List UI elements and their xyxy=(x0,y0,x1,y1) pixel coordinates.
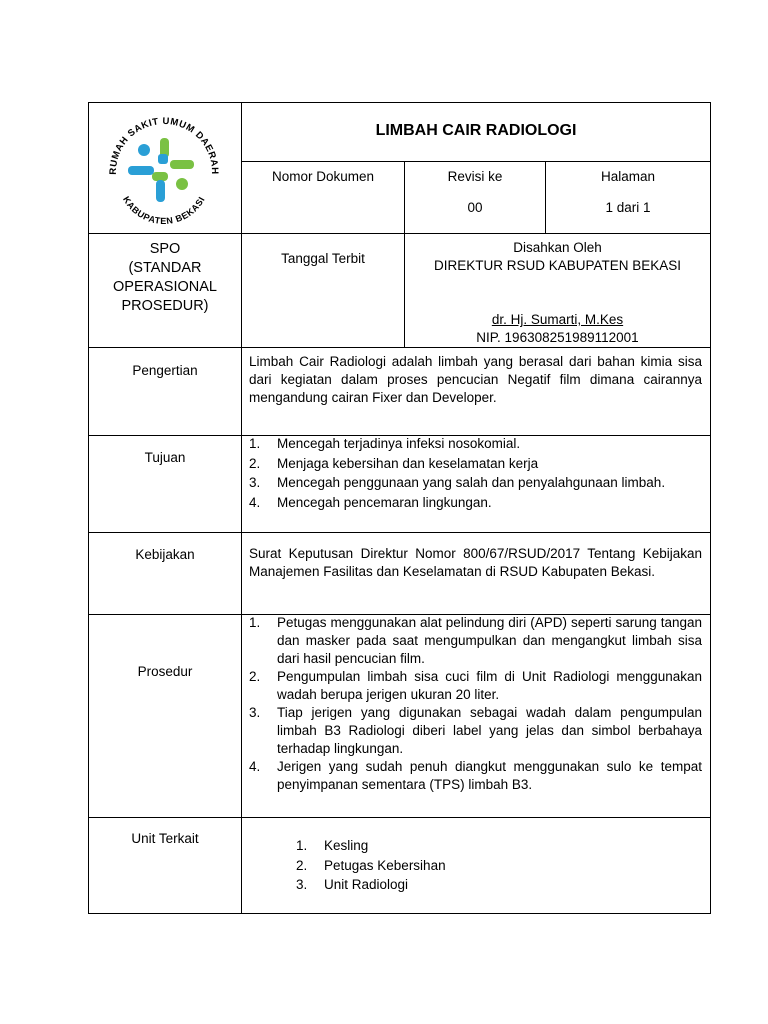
hospital-logo xyxy=(100,110,228,228)
list-item-text: Unit Radiologi xyxy=(324,877,409,892)
logo-bottom-text: KABUPATEN BEKASI xyxy=(121,194,207,227)
approval-signature xyxy=(405,311,710,347)
list-item-text: Menjaga kebersihan dan keselamatan kerja xyxy=(277,455,539,471)
approver-name: dr. Hj. Sumarti, M.Kes xyxy=(491,312,624,327)
halaman-value: 1 dari 1 xyxy=(605,200,651,215)
list-item-text: Mencegah penggunaan yang salah dan penyalahgunaan limbah. xyxy=(277,475,666,490)
list-item-number: 1. xyxy=(296,838,308,853)
list-item-text: Petugas menggunakan alat pelindung diri (APD) seperti sarung tangan dan masker pada saat mengumpulkan dan mengangkut limbah sisa dari hasil pencucian film. xyxy=(277,615,702,666)
list-item xyxy=(249,434,702,454)
halaman-label: Halaman xyxy=(600,169,656,184)
list-item-text: Mencegah pencemaran lingkungan. xyxy=(277,494,492,510)
prosedur-list xyxy=(249,614,702,794)
list-item-number: 1. xyxy=(249,436,261,451)
list-item-number: 4. xyxy=(249,494,261,510)
list-item xyxy=(296,836,596,856)
tanggal-terbit-label: Tanggal Terbit xyxy=(281,251,365,266)
list-item xyxy=(296,856,596,876)
list-item-number: 3. xyxy=(249,705,261,720)
list-item xyxy=(249,758,702,794)
spo-line-1: SPO xyxy=(149,241,181,257)
list-item xyxy=(249,668,702,704)
list-item-text: Tiap jerigen yang digunakan sebagai wadah dalam pengumpulan limbah B3 Radiologi diberi label yang jelas dan simbol berbahaya terhadap lingkungan. xyxy=(277,705,702,756)
pengertian-label: Pengertian xyxy=(132,363,198,378)
spo-label xyxy=(89,240,241,316)
approval-block xyxy=(405,239,710,275)
approval-label: Disahkan Oleh xyxy=(513,240,602,255)
prosedur-label: Prosedur xyxy=(137,664,193,679)
tujuan-list xyxy=(249,434,702,512)
list-item xyxy=(249,473,702,493)
list-item-text: Pengumpulan limbah sisa cuci film di Unit Radiologi menggunakan wadah berupa jerigen ukuran 20 liter. xyxy=(277,669,702,702)
approver-nip: NIP. 196308251989112001 xyxy=(476,330,639,345)
list-item-text: Mencegah terjadinya infeksi nosokomial. xyxy=(277,436,521,451)
unit-terkait-list xyxy=(296,836,596,895)
spo-line-4: PROSEDUR) xyxy=(121,298,209,314)
list-item-number: 1. xyxy=(249,615,261,630)
unit-terkait-label: Unit Terkait xyxy=(131,831,199,846)
document-title: LIMBAH CAIR RADIOLOGI xyxy=(375,122,577,139)
revisi-value: 00 xyxy=(467,200,483,215)
list-item-number: 2. xyxy=(249,669,261,684)
list-item-number: 3. xyxy=(249,475,261,490)
spo-line-2: (STANDAR xyxy=(128,260,202,276)
list-item-number: 3. xyxy=(296,877,308,892)
list-item xyxy=(249,454,702,474)
list-item-text: Petugas Kebersihan xyxy=(324,857,446,873)
nomor-dokumen-label: Nomor Dokumen xyxy=(271,169,375,184)
tujuan-label: Tujuan xyxy=(144,450,186,465)
list-item xyxy=(249,614,702,668)
list-item-number: 2. xyxy=(296,857,308,873)
list-item-text: Kesling xyxy=(324,838,369,853)
revisi-label: Revisi ke xyxy=(447,169,503,184)
list-item-number: 4. xyxy=(249,759,261,774)
list-item xyxy=(296,875,596,895)
list-item xyxy=(249,493,702,513)
approval-title: DIREKTUR RSUD KABUPATEN BEKASI xyxy=(433,258,682,273)
pengertian-text: Limbah Cair Radiologi adalah limbah yang berasal dari bahan kimia sisa dari kegiatan dalam proses pencucian Negatif film dimana cairannya mengandung cairan Fixer dan Developer. xyxy=(249,354,702,405)
list-item xyxy=(249,704,702,758)
kebijakan-label: Kebijakan xyxy=(135,547,195,562)
list-item-text: Jerigen yang sudah penuh diangkut menggunakan sulo ke tempat penyimpanan sementara (TPS) limbah B3. xyxy=(277,759,702,792)
kebijakan-text: Surat Keputusan Direktur Nomor 800/67/RSUD/2017 Tentang Kebijakan Manajemen Fasilitas dan Keselamatan di RSUD Kabupaten Bekasi. xyxy=(249,546,702,579)
logo-top-text: RUMAH SAKIT UMUM DAERAH xyxy=(107,115,221,175)
list-item-number: 2. xyxy=(249,455,261,471)
hospital-logo-icon xyxy=(100,110,228,228)
spo-line-3: OPERASIONAL xyxy=(113,279,217,295)
